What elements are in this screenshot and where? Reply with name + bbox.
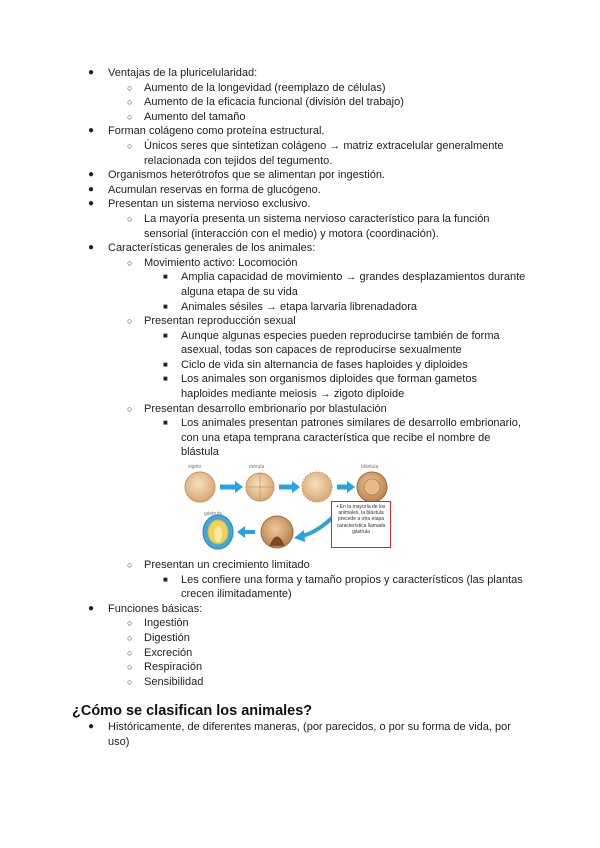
section-heading: ¿Cómo se clasifican los animales?	[72, 703, 313, 719]
list-item	[0, 416, 600, 460]
bullet-disc-icon: ●	[88, 198, 95, 210]
list-item	[0, 124, 600, 139]
bullet-disc-icon: ●	[88, 721, 95, 732]
list-item	[0, 558, 600, 573]
list-item-text: Ventajas de la pluricelularidad:	[108, 67, 258, 79]
list-item-text: Digestión	[144, 632, 190, 644]
list-item-text: Presentan un sistema nervioso exclusivo.	[108, 198, 311, 211]
morula-cell	[302, 472, 332, 502]
bullet-disc-icon: ●	[88, 602, 95, 614]
bullet-disc-icon: ●	[88, 169, 95, 181]
list-item	[0, 402, 600, 417]
list-item	[0, 631, 600, 646]
bullet-circle-icon: ○	[127, 97, 133, 108]
list-item	[0, 372, 600, 401]
list-item-text: La mayoría presenta un sistema nervioso característico para la función sensorial (interacción con el medio) y motora (coordinación).	[144, 212, 490, 240]
bullet-square-icon: ■	[163, 374, 168, 384]
list-item-text: Únicos seres que sintetizan colágeno → matriz extracelular generalmente relacionada con tejidos del tegumento.	[144, 139, 504, 167]
list-item	[0, 66, 600, 81]
list-item	[0, 329, 600, 358]
list-item-text: Sensibilidad	[144, 675, 204, 688]
bullet-disc-icon: ●	[88, 67, 95, 78]
blastula-figure	[180, 462, 410, 552]
list-item	[0, 197, 600, 212]
list-item-text: Los animales son organismos diploides que forman gametos haploides mediante meiosis → zigoto diploide	[181, 373, 477, 401]
arrow-1-head	[235, 481, 243, 493]
list-item-text: Los animales presentan patrones similares de desarrollo embrionario, con una etapa temprana característica que recibe el nombre de blástula	[181, 417, 521, 459]
list-item-text: Presentan un crecimiento limitado	[144, 559, 310, 572]
section2-list	[0, 720, 600, 749]
arrow-4-head	[294, 530, 305, 542]
list-item	[0, 358, 600, 373]
list-item-text: Presentan reproducción sexual	[144, 315, 296, 328]
bullet-circle-icon: ○	[127, 140, 133, 151]
bullet-circle-icon: ○	[127, 647, 133, 658]
list-item	[0, 270, 600, 299]
bullet-square-icon: ■	[163, 574, 168, 584]
list-item	[0, 675, 600, 690]
list-item-text: Aumento de la eficacia funcional (división del trabajo)	[144, 96, 404, 109]
arrow-3-head	[347, 481, 355, 493]
list-item	[0, 183, 600, 198]
list-item	[0, 139, 600, 168]
gastrula-note-box: • En la mayoría de los animales, la blástula precede a otra etapa característica llamada gástrula	[331, 501, 391, 548]
bullet-circle-icon: ○	[127, 618, 133, 629]
bullet-square-icon: ■	[163, 418, 168, 428]
list-item-text: Históricamente, de diferentes maneras, (por parecidos, o por su forma de vida, por uso)	[108, 721, 511, 748]
bullet-square-icon: ■	[163, 301, 168, 311]
list-item	[0, 300, 600, 315]
list-item-text: Organismos heterótrofos que se alimentan por ingestión.	[108, 169, 385, 182]
bullet-circle-icon: ○	[127, 213, 133, 224]
list-item-text: Acumulan reservas en forma de glucógeno.	[108, 183, 321, 196]
list-item-text: Amplia capacidad de movimiento → grandes desplazamientos durante alguna etapa de su vida	[181, 271, 526, 298]
list-item	[0, 110, 600, 125]
bullet-square-icon: ■	[163, 359, 168, 369]
bullet-circle-icon: ○	[127, 257, 133, 268]
list-item	[0, 616, 600, 631]
bullet-circle-icon: ○	[127, 316, 133, 327]
list-item-text: Ciclo de vida sin alternancia de fases haploides y diploides	[181, 358, 468, 371]
zygote-cell	[185, 472, 215, 502]
bullet-circle-icon: ○	[127, 82, 133, 93]
list-item-text: Aunque algunas especies pueden reproducirse también de forma asexual, todas son capaces de reproducirse sexualmente	[181, 329, 500, 357]
list-item-text: Aumento del tamaño	[144, 110, 246, 123]
list-item	[0, 602, 600, 617]
list-item	[0, 81, 600, 96]
list-item-text: Respiración	[144, 661, 203, 674]
list-item	[0, 256, 600, 271]
list-item-text: Excreción	[144, 646, 193, 659]
bullet-circle-icon: ○	[127, 633, 133, 643]
bullet-circle-icon: ○	[127, 560, 133, 571]
list-item-text: Movimiento activo: Locomoción	[144, 256, 298, 269]
list-item	[0, 95, 600, 110]
bullet-circle-icon: ○	[127, 676, 133, 687]
document-body	[0, 66, 600, 689]
bullet-disc-icon: ●	[88, 183, 95, 195]
list-item-text: Características generales de los animales:	[108, 242, 316, 255]
bullet-circle-icon: ○	[127, 111, 133, 122]
list-item-text: Animales sésiles → etapa larvaria librenadadora	[181, 300, 418, 313]
list-item	[0, 646, 600, 661]
list-item-text: Presentan desarrollo embrionario por blastulación	[144, 402, 387, 415]
list-item-text: Forman colágeno como proteína estructural.	[108, 125, 325, 138]
list-item	[0, 314, 600, 329]
caption-gastrula: gástrula	[204, 511, 222, 518]
list-item	[0, 573, 600, 602]
arrow-5-head	[237, 526, 245, 538]
list-item	[0, 241, 600, 256]
list-item	[0, 212, 600, 241]
list-item-text: Aumento de la longevidad (reemplazo de células)	[144, 81, 386, 94]
list-item	[0, 660, 600, 675]
bullet-disc-icon: ●	[88, 125, 95, 137]
bullet-square-icon: ■	[163, 330, 168, 340]
arrow-2-head	[292, 481, 300, 493]
caption-morula: mórula	[249, 464, 265, 471]
list-item-text: Ingestión	[144, 617, 189, 630]
list-item-text: Funciones básicas:	[108, 602, 203, 615]
list-item-text: Les confiere una forma y tamaño propios y característicos (las plantas crecen ilimitadamente)	[181, 573, 523, 601]
bullet-square-icon: ■	[163, 272, 168, 282]
bullet-circle-icon: ○	[127, 662, 133, 673]
caption-zigoto: zigoto	[188, 464, 202, 471]
list-item	[0, 168, 600, 183]
bullet-circle-icon: ○	[127, 403, 133, 414]
bullet-disc-icon: ●	[88, 242, 95, 254]
caption-blastula: blástula	[361, 464, 379, 471]
list-item	[0, 720, 600, 749]
